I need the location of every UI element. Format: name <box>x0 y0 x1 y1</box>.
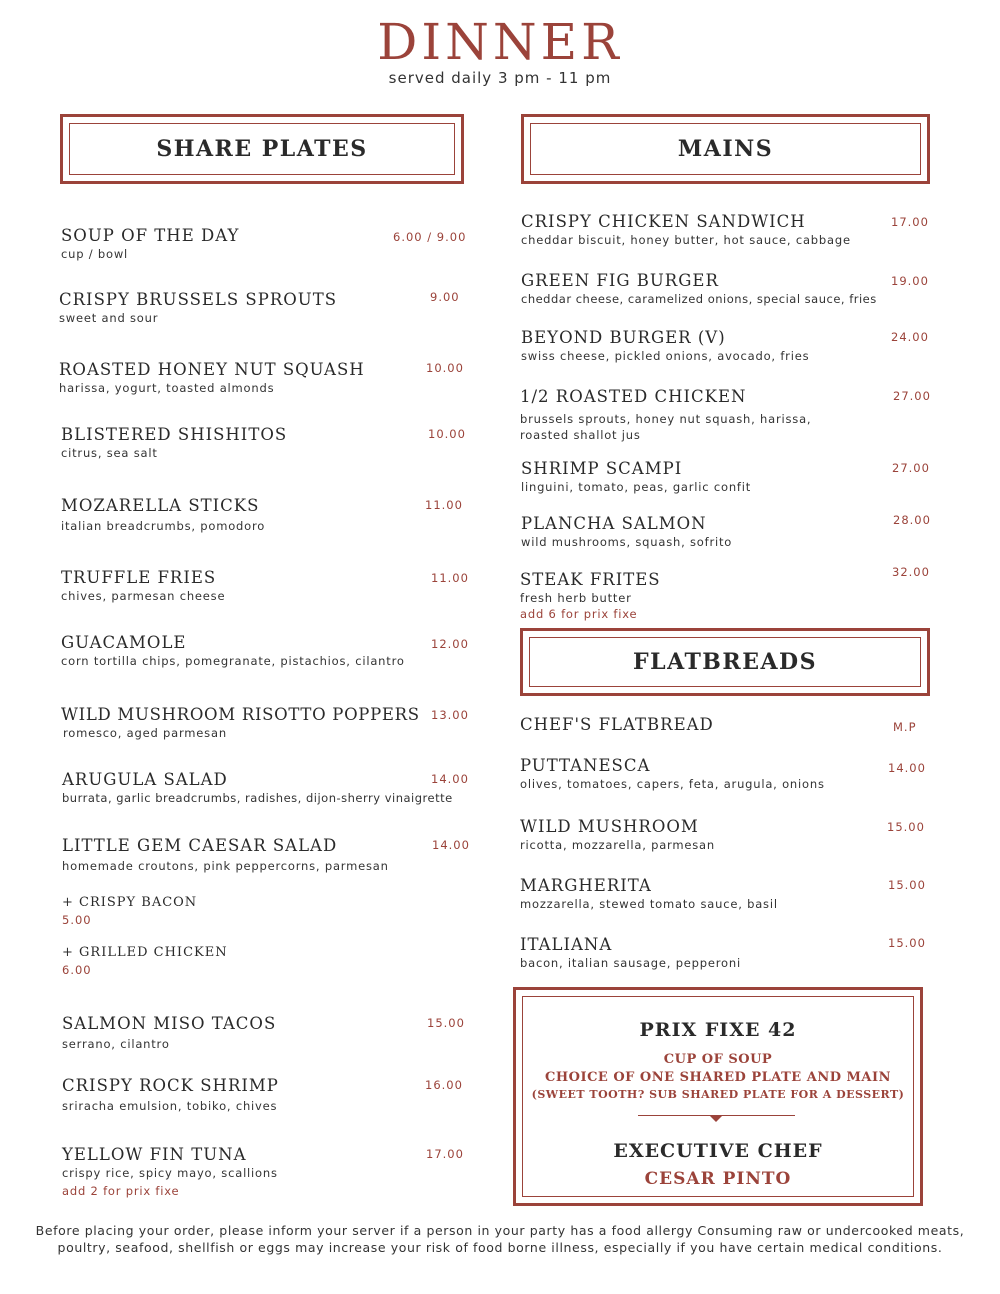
item-price: 14.00 <box>888 761 926 775</box>
item-description: cup / bowl <box>61 247 129 261</box>
menu-item <box>521 328 809 364</box>
item-name: ROASTED HONEY NUT SQUASH <box>59 360 365 379</box>
item-name: GREEN FIG BURGER <box>521 271 719 290</box>
item-description: fresh herb butter <box>520 591 632 605</box>
menu-item <box>61 496 265 534</box>
menu-item <box>62 1076 279 1114</box>
share-plates-header-box <box>60 114 464 184</box>
menu-item <box>520 756 825 792</box>
item-price: 12.00 <box>431 637 469 651</box>
item-price: 15.00 <box>888 936 926 950</box>
item-name: PLANCHA SALMON <box>521 514 707 533</box>
item-name: ITALIANA <box>520 935 613 954</box>
item-price: 13.00 <box>431 708 469 722</box>
menu-item <box>521 514 732 550</box>
menu-item <box>59 360 365 396</box>
item-extra-note: add 6 for prix fixe <box>520 607 638 621</box>
item-name: MARGHERITA <box>520 876 652 895</box>
item-description: harissa, yogurt, toasted almonds <box>59 381 275 395</box>
menu-item <box>62 1145 278 1199</box>
item-name: SOUP OF THE DAY <box>61 226 240 245</box>
addon-name: + GRILLED CHICKEN <box>62 945 228 960</box>
mains-header-box <box>521 114 930 184</box>
menu-item <box>62 1014 276 1052</box>
item-description: wild mushrooms, squash, sofrito <box>521 535 733 549</box>
item-price: 14.00 <box>431 772 469 786</box>
item-name: BLISTERED SHISHITOS <box>61 425 288 444</box>
item-price: 15.00 <box>427 1016 465 1030</box>
item-price: 17.00 <box>426 1147 464 1161</box>
prix-fixe-title: PRIX FIXE 42 <box>639 1019 797 1041</box>
item-price: 6.00 / 9.00 <box>393 230 467 244</box>
item-description: linguini, tomato, peas, garlic confit <box>521 480 752 494</box>
item-name: SALMON MISO TACOS <box>62 1014 277 1033</box>
menu-item <box>520 817 715 853</box>
menu-item <box>59 290 337 326</box>
flatbreads-header-box <box>520 628 930 696</box>
addon-name: + CRISPY BACON <box>62 895 198 910</box>
prix-fixe-box <box>513 987 923 1206</box>
item-price: 15.00 <box>887 820 925 834</box>
menu-item <box>521 212 851 248</box>
disclaimer-line: Before placing your order, please inform your server if a person in your party has a food allergy Consuming raw or undercooked meats, <box>35 1223 965 1238</box>
menu-item <box>61 226 239 262</box>
item-name: BEYOND BURGER (V) <box>521 328 726 347</box>
item-description: mozzarella, stewed tomato sauce, basil <box>520 897 778 911</box>
item-name: CHEF'S FLATBREAD <box>520 715 714 734</box>
item-name: WILD MUSHROOM RISOTTO POPPERS <box>61 705 420 724</box>
item-name: PUTTANESCA <box>520 756 651 775</box>
item-description: citrus, sea salt <box>61 446 158 460</box>
menu-item <box>61 705 420 741</box>
item-price: 27.00 <box>892 461 930 475</box>
item-price: 19.00 <box>891 274 929 288</box>
menu-item <box>520 935 741 971</box>
item-description: brussels sprouts, honey nut squash, harissa, <box>520 412 812 426</box>
item-name: WILD MUSHROOM <box>520 817 699 836</box>
menu-item <box>520 387 811 443</box>
item-price: 15.00 <box>888 878 926 892</box>
item-price: M.P <box>893 720 917 734</box>
item-name: CRISPY ROCK SHRIMP <box>62 1076 279 1095</box>
item-price: 14.00 <box>432 838 470 852</box>
menu-item <box>62 836 389 874</box>
item-description: burrata, garlic breadcrumbs, radishes, dijon-sherry vinaigrette <box>62 791 453 805</box>
menu-subtitle: served daily 3 pm - 11 pm <box>388 69 612 87</box>
item-description: homemade croutons, pink peppercorns, parmesan <box>62 859 389 873</box>
menu-item <box>521 459 751 495</box>
item-price: 9.00 <box>430 290 460 304</box>
allergy-disclaimer <box>0 1222 1000 1256</box>
item-price: 10.00 <box>428 427 466 441</box>
item-price: 24.00 <box>891 330 929 344</box>
menu-item <box>61 633 405 669</box>
item-price: 28.00 <box>893 513 931 527</box>
item-price: 17.00 <box>891 215 929 229</box>
item-name: LITTLE GEM CAESAR SALAD <box>62 836 338 855</box>
menu-item <box>520 715 714 735</box>
item-description: sweet and sour <box>59 311 159 325</box>
item-name: MOZARELLA STICKS <box>61 496 260 515</box>
item-name: CRISPY CHICKEN SANDWICH <box>521 212 806 231</box>
item-description: italian breadcrumbs, pomodoro <box>61 519 266 533</box>
item-name: STEAK FRITES <box>520 570 661 589</box>
item-name: TRUFFLE FRIES <box>61 568 217 587</box>
divider-arrow-icon <box>709 1115 723 1122</box>
disclaimer-line: poultry, seafood, shellfish or eggs may increase your risk of food borne illness, especially if you have certain medical conditions. <box>57 1240 943 1255</box>
addon-price: 6.00 <box>62 963 92 977</box>
item-description: cheddar biscuit, honey butter, hot sauce, cabbage <box>521 233 851 247</box>
flatbreads-title: FLATBREADS <box>632 649 817 675</box>
item-description: serrano, cilantro <box>62 1037 170 1051</box>
item-description-continued: roasted shallot jus <box>520 428 641 442</box>
item-description: crispy rice, spicy mayo, scallions <box>62 1166 278 1180</box>
share-plates-title: SHARE PLATES <box>156 136 368 162</box>
item-extra-note: add 2 for prix fixe <box>62 1184 180 1198</box>
item-price: 27.00 <box>893 389 931 403</box>
item-description: corn tortilla chips, pomegranate, pistachios, cilantro <box>61 654 405 668</box>
addon-price: 5.00 <box>62 913 92 927</box>
item-name: 1/2 ROASTED CHICKEN <box>520 387 747 406</box>
item-price: 16.00 <box>425 1078 463 1092</box>
item-price: 32.00 <box>892 565 930 579</box>
item-description: chives, parmesan cheese <box>61 589 226 603</box>
item-description: ricotta, mozzarella, parmesan <box>520 838 715 852</box>
menu-item <box>61 425 287 461</box>
chef-title: EXECUTIVE CHEF <box>613 1140 823 1162</box>
item-price: 11.00 <box>425 498 463 512</box>
item-description: bacon, italian sausage, pepperoni <box>520 956 741 970</box>
item-description: cheddar cheese, caramelized onions, special sauce, fries <box>521 292 877 306</box>
prix-fixe-line: CHOICE OF ONE SHARED PLATE AND MAIN <box>545 1070 891 1085</box>
item-description: sriracha emulsion, tobiko, chives <box>62 1099 278 1113</box>
item-description: romesco, aged parmesan <box>63 726 227 740</box>
menu-item <box>520 876 778 912</box>
item-price: 10.00 <box>426 361 464 375</box>
mains-title: MAINS <box>677 136 774 162</box>
item-price: 11.00 <box>431 571 469 585</box>
item-description: olives, tomatoes, capers, feta, arugula, onions <box>520 777 825 791</box>
menu-item <box>520 570 661 622</box>
item-name: SHRIMP SCAMPI <box>521 459 683 478</box>
prix-fixe-note: (SWEET TOOTH? SUB SHARED PLATE FOR A DESSERT) <box>531 1088 905 1101</box>
menu-title: DINNER <box>377 13 623 71</box>
menu-item <box>61 568 225 604</box>
item-description: swiss cheese, pickled onions, avocado, fries <box>521 349 810 363</box>
item-name: ARUGULA SALAD <box>62 770 228 789</box>
menu-item <box>62 770 453 806</box>
item-name: GUACAMOLE <box>61 633 187 652</box>
item-name: YELLOW FIN TUNA <box>62 1145 247 1164</box>
item-name: CRISPY BRUSSELS SPROUTS <box>59 290 338 309</box>
prix-fixe-line: CUP OF SOUP <box>663 1052 773 1067</box>
chef-name: CESAR PINTO <box>644 1169 792 1189</box>
menu-item <box>521 271 877 307</box>
